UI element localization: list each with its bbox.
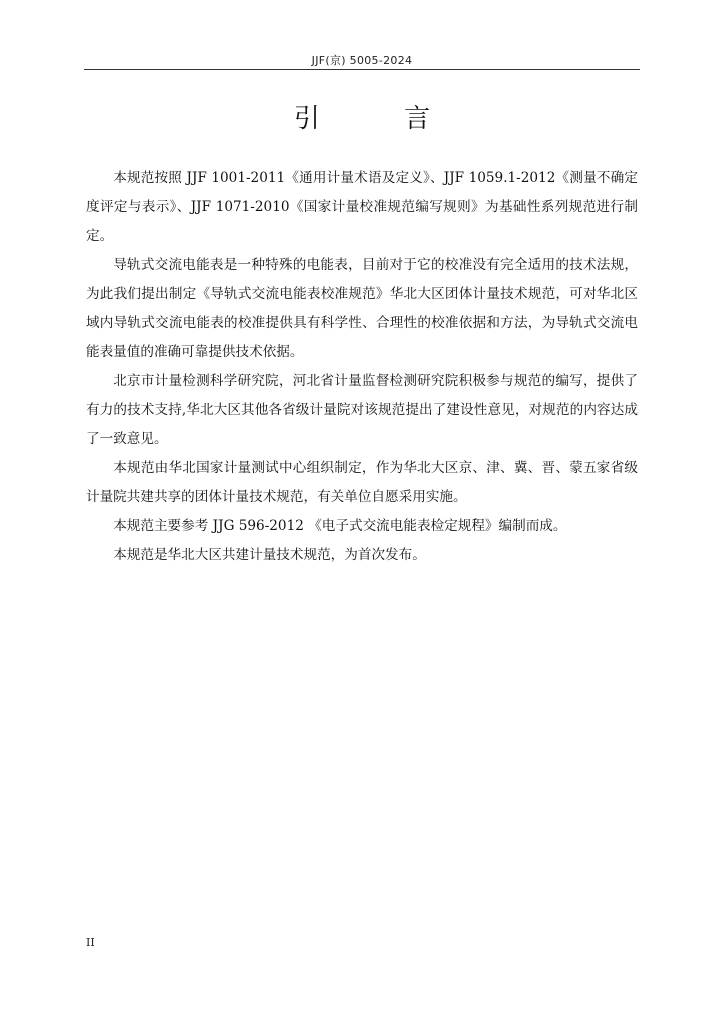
- paragraph-3: 北京市计量检测科学研究院，河北省计量监督检测研究院积极参与规范的编写，提供了有力的技术支持,华北大区其他各省级计量院对该规范提出了建设性意见，对规范的内容达成了一致意见。: [86, 373, 638, 447]
- paragraph-2: 导轨式交流电能表是一种特殊的电能表，目前对于它的校准没有完全适用的技术法规，为此我们提出制定《导轨式交流电能表校准规范》华北大区团体计量技术规范，可对华北区域内导轨式交流电能表的校准提供具有科学性、合理性的校准依据和方法，为导轨式交流电能表量值的准确可靠提供技术依据。: [86, 257, 638, 360]
- body-text: [86, 164, 638, 570]
- section-title: 引 言: [293, 104, 469, 134]
- paragraph-5: 本规范主要参考 JJG 596-2012 《电子式交流电能表检定规程》编制而成。: [113, 518, 567, 534]
- paragraph-4: 本规范由华北国家计量测试中心组织制定，作为华北大区京、津、冀、晋、蒙五家省级计量院共建共享的团体计量技术规范，有关单位自愿采用实施。: [86, 460, 638, 505]
- header-rule: [84, 69, 640, 70]
- page-number: II: [86, 936, 95, 949]
- paragraph-1: 本规范按照 JJF 1001-2011《通用计量术语及定义》、JJF 1059.1-2012《测量不确定度评定与表示》、JJF 1071-2010《国家计量校准规范编写规则》为基础性系列规范进行制定。: [86, 170, 638, 244]
- paragraph-6: 本规范是华北大区共建计量技术规范，为首次发布。: [113, 547, 426, 563]
- running-header: JJF(京) 5005-2024: [311, 54, 413, 67]
